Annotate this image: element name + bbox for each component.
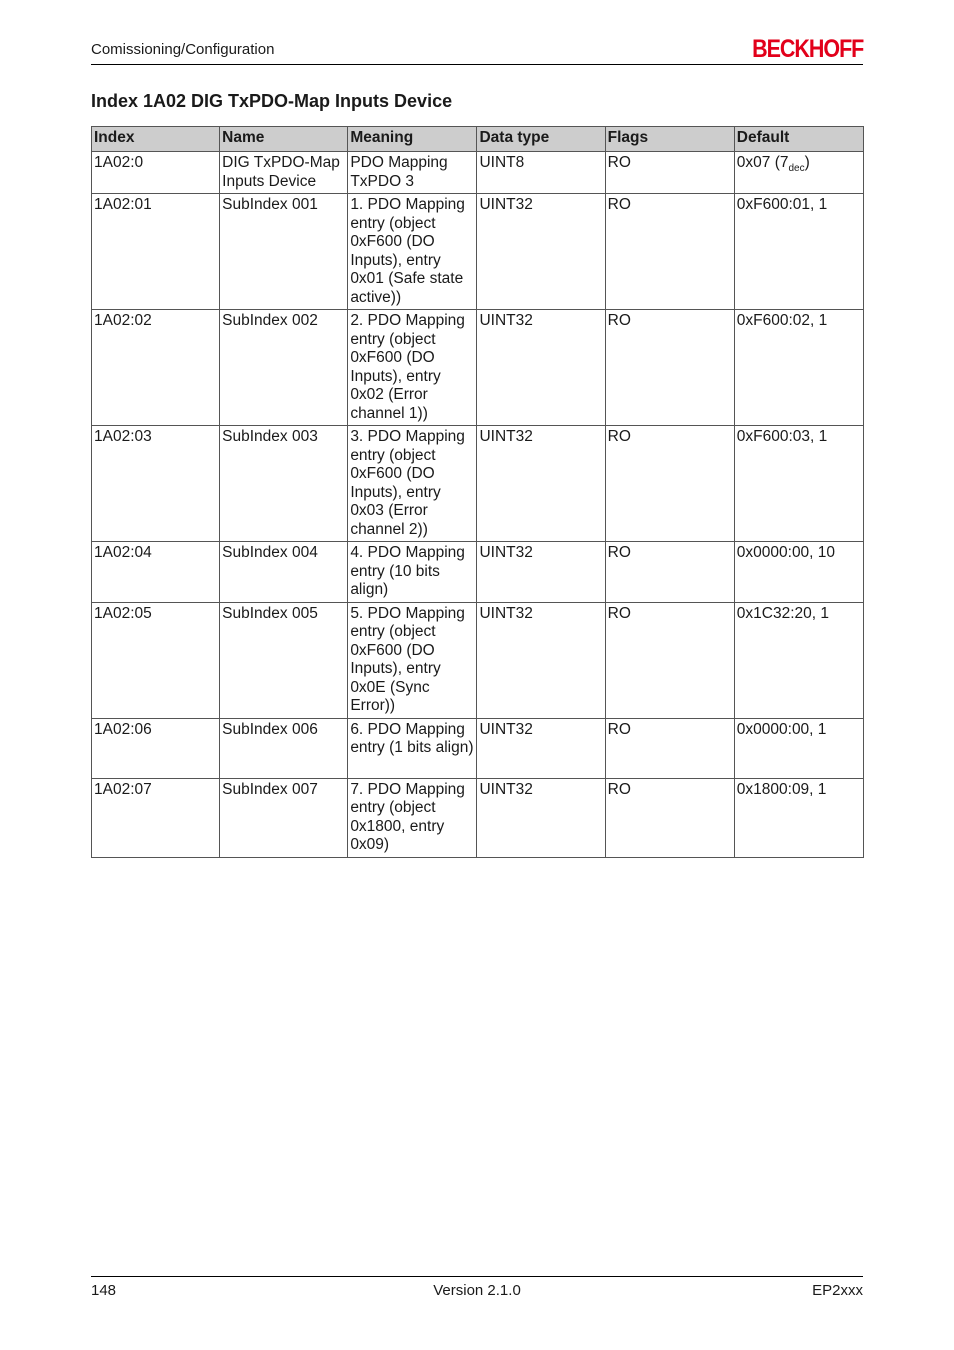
table-row xyxy=(92,310,864,426)
cell-name: DIG TxPDO-Map Inputs Device xyxy=(220,152,348,194)
cell-data-type: UINT32 xyxy=(477,426,605,542)
cell-flags: RO xyxy=(605,194,734,310)
cell-index: 1A02:01 xyxy=(92,194,220,310)
beckhoff-logo: BECKHOFF xyxy=(751,35,863,63)
cell-meaning: 3. PDO Mapping entry (object 0xF600 (DO Inputs), entry 0x03 (Error channel 2)) xyxy=(348,426,477,542)
cell-index: 1A02:02 xyxy=(92,310,220,426)
cell-flags: RO xyxy=(605,152,734,194)
cell-index: 1A02:04 xyxy=(92,542,220,603)
table-row xyxy=(92,778,864,857)
cell-data-type: UINT32 xyxy=(477,718,605,778)
default-subscript: dec xyxy=(788,163,805,175)
column-header-data-type: Data type xyxy=(477,127,605,152)
cell-index: 1A02:05 xyxy=(92,602,220,718)
document-name: EP2xxx xyxy=(812,1282,863,1299)
section-title: Comissioning/Configuration xyxy=(91,41,275,58)
default-suffix: ) xyxy=(804,154,810,171)
cell-index: 1A02:0 xyxy=(92,152,220,194)
cell-data-type: UINT32 xyxy=(477,778,605,857)
cell-index: 1A02:06 xyxy=(92,718,220,778)
cell-flags: RO xyxy=(605,602,734,718)
table-row xyxy=(92,152,864,194)
table-row xyxy=(92,542,864,603)
cell-default: 0x0000:00, 10 xyxy=(734,542,863,603)
cell-meaning: PDO Mapping TxPDO 3 xyxy=(348,152,477,194)
default-value: 0x07 (7 xyxy=(736,154,789,171)
cell-index: 1A02:07 xyxy=(92,778,220,857)
cell-flags: RO xyxy=(605,718,734,778)
cell-flags: RO xyxy=(605,426,734,542)
column-header-name: Name xyxy=(220,127,348,152)
page-header xyxy=(91,36,863,65)
version-label: Version 2.1.0 xyxy=(433,1282,521,1299)
column-header-flags: Flags xyxy=(605,127,734,152)
cell-flags: RO xyxy=(605,778,734,857)
table-row xyxy=(92,194,864,310)
table-row xyxy=(92,602,864,718)
column-header-meaning: Meaning xyxy=(348,127,477,152)
cell-name: SubIndex 004 xyxy=(220,542,348,603)
page-number: 148 xyxy=(91,1282,117,1299)
cell-data-type: UINT32 xyxy=(477,194,605,310)
cell-flags: RO xyxy=(605,310,734,426)
cell-default: 0x1C32:20, 1 xyxy=(734,602,863,718)
cell-flags: RO xyxy=(605,542,734,603)
cell-default: 0x0000:00, 1 xyxy=(734,718,863,778)
cell-data-type: UINT32 xyxy=(477,542,605,603)
cell-name: SubIndex 005 xyxy=(220,602,348,718)
table-row xyxy=(92,718,864,778)
cell-data-type: UINT32 xyxy=(477,602,605,718)
cell-meaning: 1. PDO Mapping entry (object 0xF600 (DO Inputs), entry 0x01 (Safe state active)) xyxy=(348,194,477,310)
cell-meaning: 7. PDO Mapping entry (object 0x1800, entry 0x09) xyxy=(348,778,477,857)
cell-data-type: UINT8 xyxy=(477,152,605,194)
cell-name: SubIndex 006 xyxy=(220,718,348,778)
cell-default: 0xF600:03, 1 xyxy=(734,426,863,542)
cell-meaning: 6. PDO Mapping entry (1 bits align) xyxy=(348,718,477,778)
cell-name: SubIndex 007 xyxy=(220,778,348,857)
cell-index: 1A02:03 xyxy=(92,426,220,542)
cell-default: 0xF600:01, 1 xyxy=(734,194,863,310)
cell-default xyxy=(734,152,863,194)
object-table xyxy=(91,126,864,858)
cell-name: SubIndex 002 xyxy=(220,310,348,426)
cell-name: SubIndex 001 xyxy=(220,194,348,310)
column-header-index: Index xyxy=(92,127,220,152)
cell-data-type: UINT32 xyxy=(477,310,605,426)
page-footer xyxy=(91,1276,863,1299)
cell-meaning: 2. PDO Mapping entry (object 0xF600 (DO Inputs), entry 0x02 (Error channel 1)) xyxy=(348,310,477,426)
table-row xyxy=(92,426,864,542)
cell-meaning: 4. PDO Mapping entry (10 bits align) xyxy=(348,542,477,603)
cell-default: 0xF600:02, 1 xyxy=(734,310,863,426)
cell-name: SubIndex 003 xyxy=(220,426,348,542)
page-title: Index 1A02 DIG TxPDO-Map Inputs Device xyxy=(91,91,453,111)
column-header-default: Default xyxy=(734,127,863,152)
cell-default: 0x1800:09, 1 xyxy=(734,778,863,857)
cell-meaning: 5. PDO Mapping entry (object 0xF600 (DO Inputs), entry 0x0E (Sync Error)) xyxy=(348,602,477,718)
table-header-row xyxy=(92,127,864,152)
